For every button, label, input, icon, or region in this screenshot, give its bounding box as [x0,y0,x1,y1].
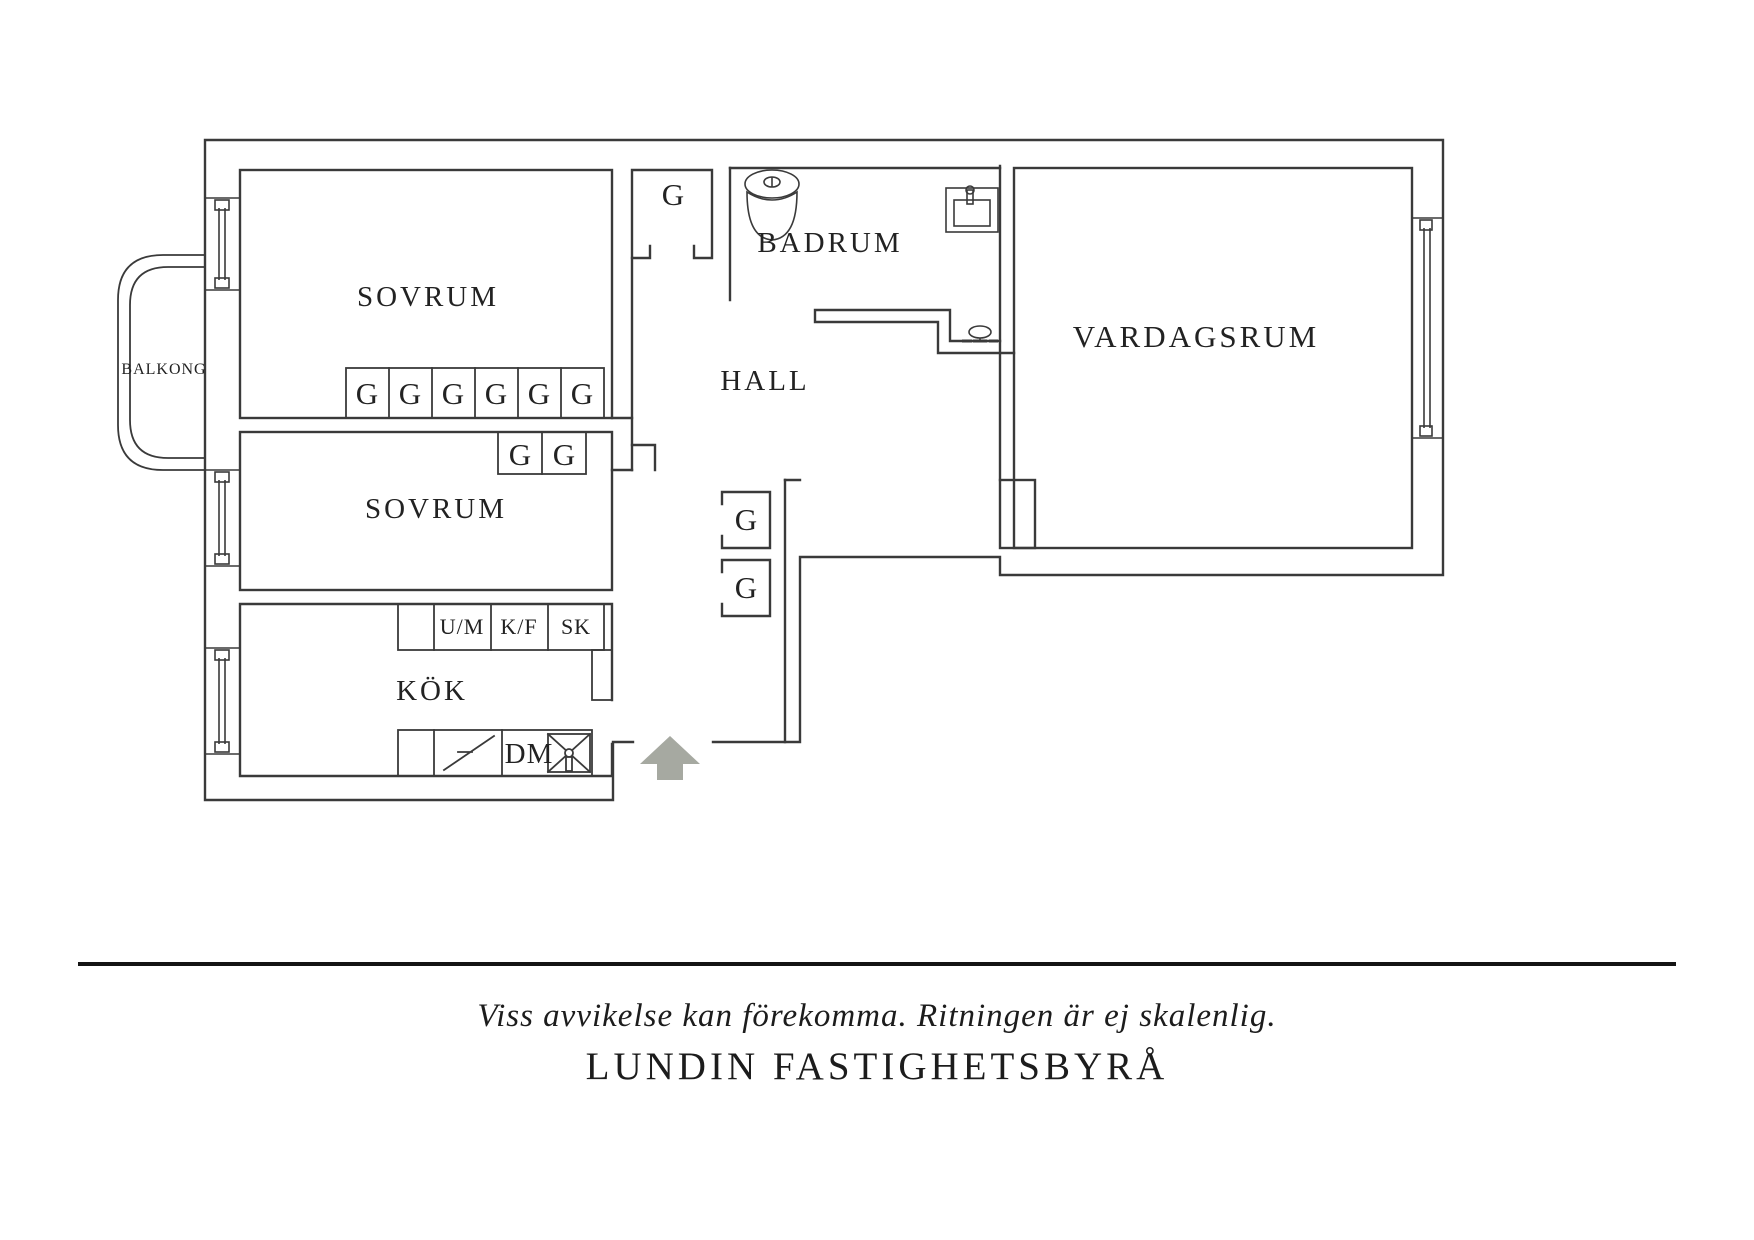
window-vardagsrum [1412,218,1443,438]
washbasin-icon [946,186,998,232]
label-sk: SK [560,614,592,639]
window-sovrum2 [205,470,240,566]
label-kok: KÖK [396,675,468,707]
kitchen-lower-counter [398,730,592,776]
label-g-5: G [527,376,551,411]
label-g-3: G [441,376,465,411]
label-g-1: G [355,376,379,411]
footer-brand: LUNDIN FASTIGHETSBYRÅ [585,1045,1169,1088]
badrum-bottom-wall [815,310,1014,353]
labels [121,177,1319,770]
label-um: U/M [439,614,485,639]
label-hall: HALL [720,365,810,397]
label-g-pair-1: G [508,437,532,472]
stove-icon [444,736,494,770]
footer-disclaimer: Viss avvikelse kan förekomma. Ritningen är ej skalenlig. [477,998,1277,1034]
shower-tap-icon [962,326,998,341]
label-sovrum1: SOVRUM [356,281,500,313]
label-kf: K/F [500,614,538,639]
sink-icon [548,734,590,772]
label-g-pair-2: G [552,437,576,472]
label-g-hall-lower: G [734,570,758,605]
label-g-4: G [484,376,508,411]
wall-pillar [1000,480,1035,548]
window-sovrum1 [205,198,240,290]
label-balkong: BALKONG [121,361,207,378]
room-vardagsrum-walls [1014,168,1412,548]
label-dm: DM [504,738,554,770]
label-g-2: G [398,376,422,411]
label-g-6: G [570,376,594,411]
window-kok [205,648,240,754]
label-g-hall-upper: G [734,502,758,537]
label-sovrum2: SOVRUM [364,493,508,525]
footer-separator [78,962,1676,966]
label-badrum: BADRUM [757,227,903,259]
label-g-top: G [661,177,685,212]
entry-arrow-icon [640,736,700,780]
label-vardagsrum: VARDAGSRUM [1072,319,1320,354]
